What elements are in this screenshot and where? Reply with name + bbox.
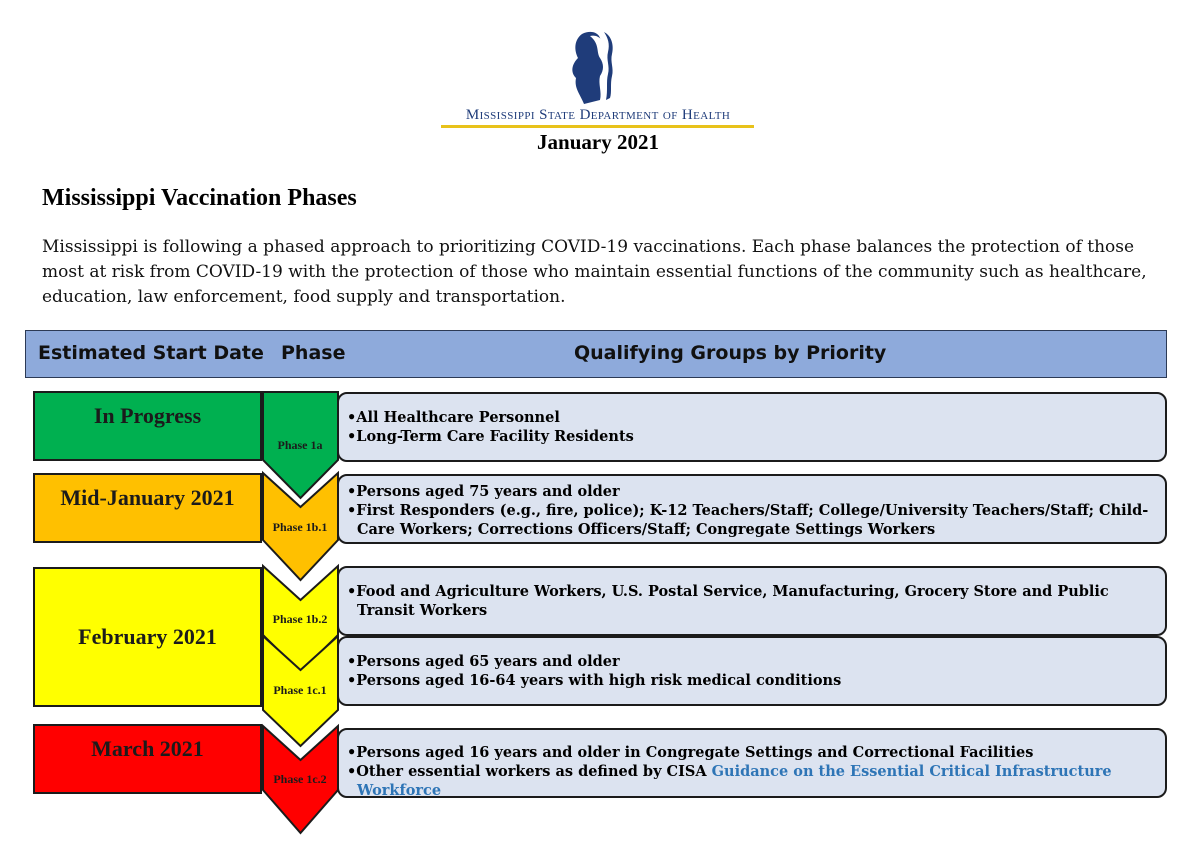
groups-phase-1b2	[337, 566, 1167, 636]
msdh-logo	[560, 28, 616, 108]
header-start-date: Estimated Start Date	[38, 342, 264, 364]
groups-phase-1b1	[337, 474, 1167, 544]
header-qualifying-groups: Qualifying Groups by Priority	[574, 342, 887, 364]
groups-phase-1a	[337, 392, 1167, 462]
page-title: Mississippi Vaccination Phases	[42, 185, 357, 211]
group-item	[347, 762, 1157, 800]
date-label: In Progress	[93, 403, 202, 428]
org-name: Mississippi State Department of Health	[465, 107, 731, 123]
group-item: • Persons aged 65 years and older	[347, 652, 1157, 671]
date-box-in-progress	[33, 391, 262, 461]
date-label: February 2021	[78, 624, 217, 649]
groups-phase-1c2	[337, 728, 1167, 798]
org-underline	[441, 125, 754, 128]
header-phase: Phase	[281, 342, 346, 364]
date-box-mid-january	[33, 473, 262, 543]
phase-label-1c2: Phase 1c.2	[273, 772, 327, 786]
date-label: March 2021	[91, 736, 204, 761]
date-label: Mid-January 2021	[60, 485, 235, 510]
groups-phase-1c1	[337, 636, 1167, 706]
phase-label-1c1: Phase 1c.1	[273, 683, 327, 697]
group-item: • Persons aged 16-64 years with high risk medical conditions	[347, 671, 1157, 690]
group-item: • All Healthcare Personnel	[347, 408, 1157, 427]
cisa-guidance-link[interactable]: Guidance on the Essential Critical Infrastructure Workforce	[357, 763, 1112, 799]
phase-label-1a: Phase 1a	[277, 438, 323, 452]
group-item: • Persons aged 75 years and older	[347, 482, 1157, 501]
group-item: • Food and Agriculture Workers, U.S. Postal Service, Manufacturing, Grocery Store and Public Transit Workers	[347, 582, 1157, 620]
phase-label-1b1: Phase 1b.1	[272, 520, 328, 534]
group-item: • Persons aged 16 years and older in Congregate Settings and Correctional Facilities	[347, 743, 1157, 762]
table-header	[25, 330, 1167, 378]
group-item-text: Other essential workers as defined by CISA	[356, 763, 707, 780]
date-box-march	[33, 724, 262, 794]
group-item: • First Responders (e.g., fire, police); K-12 Teachers/Staff; College/University Teachers/Staff; Child-Care Workers; Corrections Officers/Staff; Congregate Settings Workers	[347, 501, 1157, 539]
phase-label-1b2: Phase 1b.2	[272, 612, 328, 626]
intro-paragraph: Mississippi is following a phased approach to prioritizing COVID-19 vaccinations. Each phase balances the protection of those most at risk from COVID-19 with the protection of those who maintain essential functions of the community such as healthcare, education, law enforcement, food supply and transportation.	[42, 237, 1147, 307]
document-date: January 2021	[537, 130, 659, 154]
group-item: • Long-Term Care Facility Residents	[347, 427, 1157, 446]
date-box-february	[33, 567, 262, 707]
